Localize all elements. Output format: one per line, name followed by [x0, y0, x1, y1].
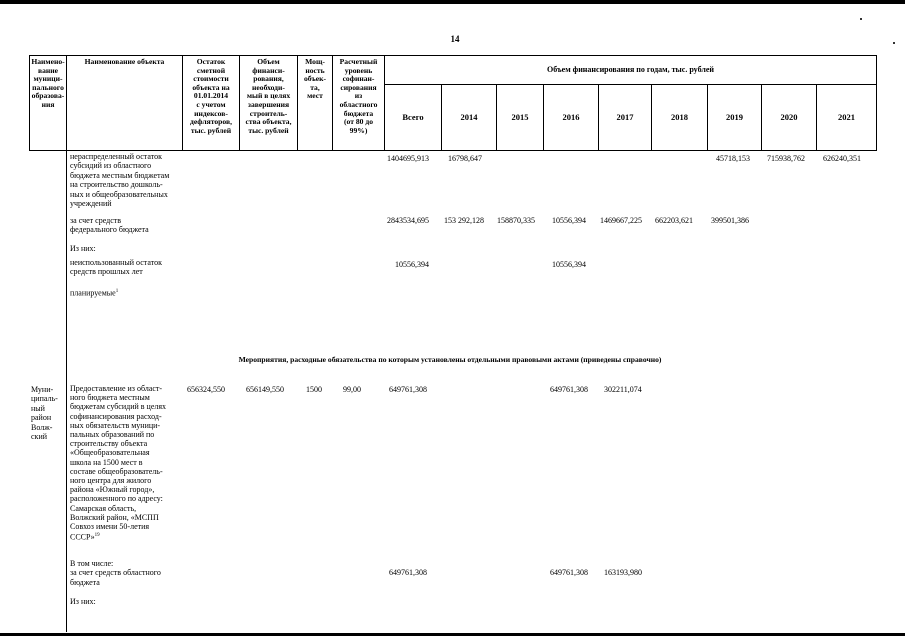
header-remaining-cost: Остаток сметной стоимости объекта на 01.01.2014 с учетом индексов- дефляторов, тыс. рублей: [190, 57, 232, 135]
header-year-2015: 2015: [511, 112, 529, 122]
section-regional-2017: 163193,980: [604, 568, 642, 577]
row-federal-2014: 153 292,128: [444, 216, 484, 225]
row-federal-total: 2843534,695: [387, 216, 429, 225]
section-school-subsidy-text: Предоставление из област- ного бюджета местным бюджетам субсидий в целях софинансирования расход- ных обязательств муници- пальных образований по строительству объекта «Общеобразовательная школа на 1500 мест в составе общеобразователь- ного центра для жилого района «Южный город», расположенного по адресу: Самарская область, Волжский район, «МСПП Совхоз имени 50-летия СССР»: [70, 384, 167, 542]
header-year-2016: 2016: [562, 112, 580, 122]
section-school-required-funding: 656149,550: [246, 385, 284, 394]
section-school-capacity: 1500: [306, 385, 322, 394]
header-object-name: Наименование объекта: [84, 57, 165, 66]
row-undistributed-2019: 45718,153: [716, 154, 750, 163]
section-regional-budget-label: В том числе: за счет средств областного бюджета: [70, 559, 161, 587]
section-school-2017: 302211,074: [604, 385, 642, 394]
scan-speck: [860, 18, 862, 20]
section-of-which-label: Из них:: [70, 597, 96, 606]
header-year-2017: 2017: [616, 112, 634, 122]
top-scan-border: [0, 0, 905, 4]
section-school-cofinancing: 99,00: [343, 385, 361, 394]
section-regional-total: 649761,308: [389, 568, 427, 577]
page-number: 14: [450, 34, 460, 44]
header-year-2019: 2019: [726, 112, 743, 122]
scan-speck: [893, 42, 895, 44]
row-federal-2015: 158870,335: [497, 216, 535, 225]
header-municipality: Наимено- вание муници- пального образова- ния: [31, 57, 65, 109]
header-year-2020: 2020: [780, 112, 798, 122]
row-of-which-label: Из них:: [70, 244, 96, 253]
row-undistributed-2014: 16798,647: [448, 154, 482, 163]
section-municipality-volzhsky: Муни- ципаль- ный район Волж- ский: [31, 385, 58, 442]
section-school-subsidy-label: [70, 384, 182, 542]
row-federal-2018: 662203,621: [655, 216, 693, 225]
section-school-total: 649761,308: [389, 385, 427, 394]
row-undistributed-total: 1404695,913: [387, 154, 429, 163]
row-unused-remainder-label: неиспользованный остаток средств прошлых лет: [70, 258, 162, 277]
row-federal-2017: 1469667,225: [600, 216, 642, 225]
row-federal-budget-label: за счет средств федерального бюджета: [70, 216, 149, 235]
row-unused-2016: 10556,394: [552, 260, 586, 269]
header-required-funding: Объем финанси- рования, необходи- мый в целях завершения строитель- ства объекта, тыс. рублей: [245, 57, 292, 135]
section-school-2016: 649761,308: [550, 385, 588, 394]
row-planned-text: планируемые: [70, 288, 116, 298]
row-federal-2019: 399501,386: [711, 216, 749, 225]
header-cofinancing-level: Расчетный уровень софинан- сирования из областного бюджета (от 80 до 99%): [339, 57, 378, 135]
section-title: Мероприятия, расходные обязательства по которым установлены отдельными правовыми актами (приведены справочно): [238, 355, 662, 364]
row-unused-total: 10556,394: [395, 260, 429, 269]
header-year-2014: 2014: [460, 112, 478, 122]
section-school-remaining-cost: 656324,550: [187, 385, 225, 394]
header-year-2018: 2018: [671, 112, 688, 122]
section-school-subsidy-footnote: 19: [94, 533, 100, 539]
header-funding-by-years: Объем финансирования по годам, тыс. рублей: [546, 65, 715, 74]
bottom-scan-border: [0, 633, 905, 636]
row-undistributed-2020: 715938,762: [767, 154, 805, 163]
row-planned-footnote: 1: [115, 289, 119, 294]
row-undistributed-remainder-label: нераспределенный остаток субсидий из областного бюджета местным бюджетам на строительство дошколь- ных и общеобразовательных учреждений: [70, 152, 170, 209]
row-planned-label: [70, 287, 118, 298]
header-capacity: Мощ- ность объек- та, мест: [303, 57, 327, 101]
row-federal-2016: 10556,394: [552, 216, 586, 225]
row-undistributed-2021: 626240,351: [823, 154, 861, 163]
header-year-total: Всего: [402, 112, 424, 122]
header-year-2021: 2021: [838, 112, 855, 122]
section-regional-2016: 649761,308: [550, 568, 588, 577]
